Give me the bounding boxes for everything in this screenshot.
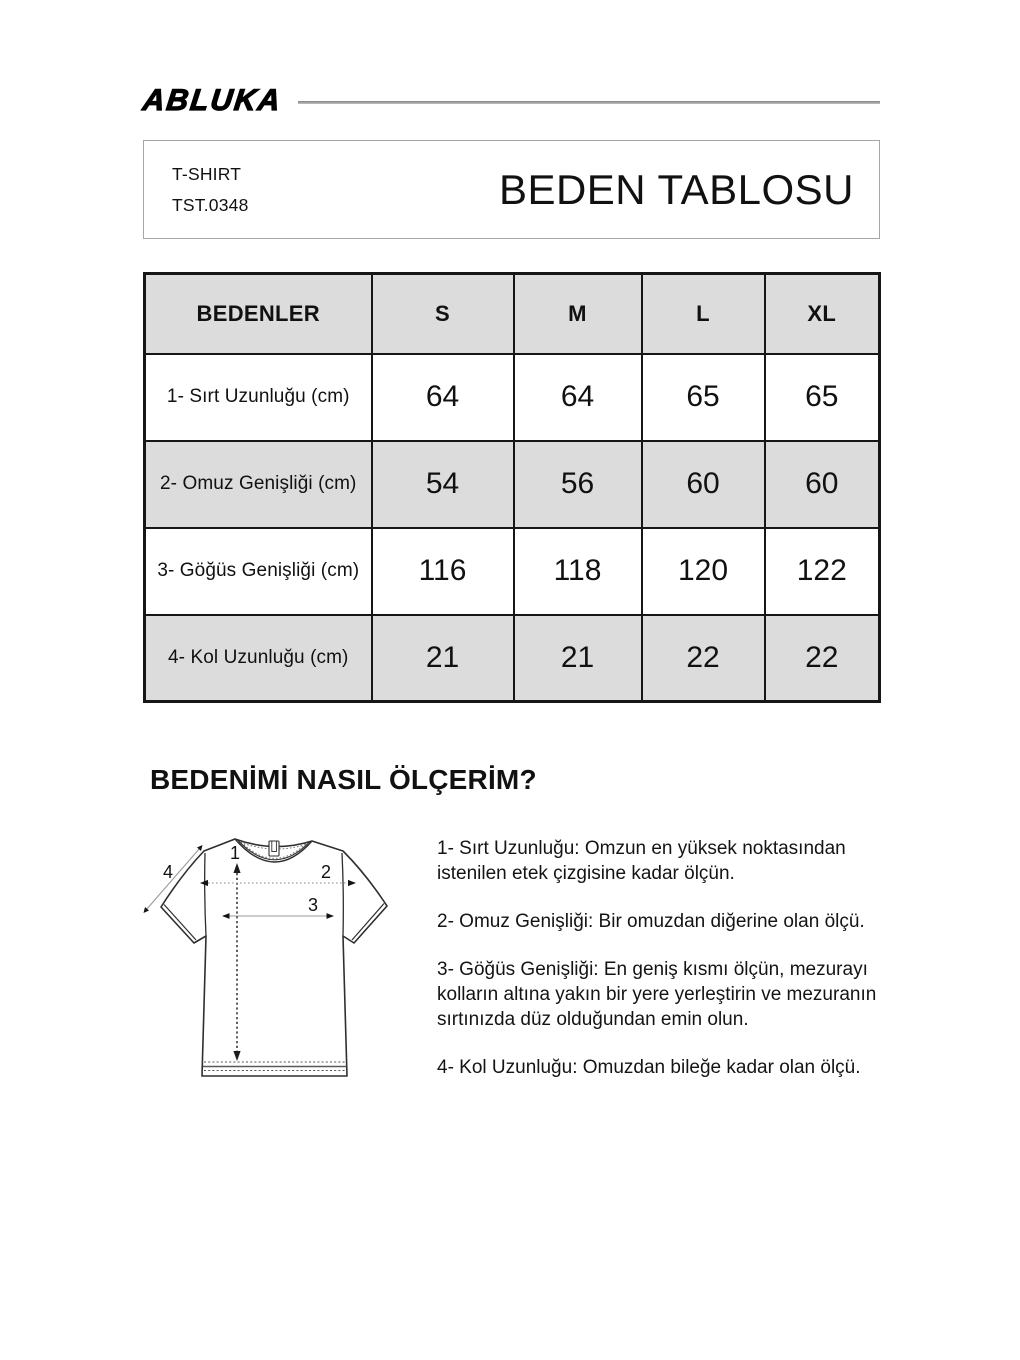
row-label: 2- Omuz Genişliği (cm) (145, 441, 372, 528)
diagram-label-2: 2 (320, 862, 332, 882)
row-label: 1- Sırt Uzunluğu (cm) (145, 354, 372, 441)
product-type: T-SHIRT (172, 163, 242, 184)
product-code: TST.0348 (172, 194, 249, 215)
cell-value: 54 (372, 441, 514, 528)
table-row-chest-width (145, 528, 880, 615)
cell-value: 60 (765, 441, 880, 528)
table-row-sleeve-length (145, 615, 880, 702)
neck-tag (269, 841, 279, 856)
instruction-chest-width: 3- Göğüs Genişliği: En geniş kısmı ölçün, mezurayı kolların altına yakın bir yere yerleştirin ve mezuranın sırtınızda düz olduğundan emin olun. (437, 959, 877, 1030)
instruction-sleeve-length: 4- Kol Uzunluğu: Omuzdan bileğe kadar olan ölçü. (437, 1057, 861, 1078)
cell-value: 120 (642, 528, 765, 615)
brand-logo: ABLUKA (141, 84, 284, 117)
cell-value: 64 (372, 354, 514, 441)
diagram-label-4: 4 (162, 862, 174, 882)
diagram-label-1: 1 (229, 843, 241, 863)
measurement-instructions (437, 836, 907, 1103)
diagram-label-3: 3 (307, 895, 319, 915)
cell-value: 118 (514, 528, 642, 615)
cell-value: 64 (514, 354, 642, 441)
product-info (172, 164, 249, 216)
section-heading: BEDENİMİ NASIL ÖLÇERİM? (150, 764, 537, 795)
column-header-bedenler: BEDENLER (145, 274, 372, 354)
row-label: 4- Kol Uzunluğu (cm) (145, 615, 372, 702)
tshirt-diagram (140, 830, 432, 1106)
column-header-m: M (514, 274, 642, 354)
tshirt-outline (161, 839, 387, 1076)
table-row-shoulder-width (145, 441, 880, 528)
cell-value: 22 (642, 615, 765, 702)
cell-value: 122 (765, 528, 880, 615)
cell-value: 116 (372, 528, 514, 615)
size-table-header-row (145, 274, 880, 354)
column-header-s: S (372, 274, 514, 354)
instruction-back-length: 1- Sırt Uzunluğu: Omzun en yüksek noktasından istenilen etek çizgisine kadar ölçün. (437, 838, 846, 884)
cell-value: 21 (372, 615, 514, 702)
cell-value: 56 (514, 441, 642, 528)
cell-value: 22 (765, 615, 880, 702)
row-label: 3- Göğüs Genişliği (cm) (145, 528, 372, 615)
page-title: BEDEN TABLOSU (498, 165, 854, 213)
column-header-xl: XL (765, 274, 880, 354)
cell-value: 65 (642, 354, 765, 441)
cell-value: 65 (765, 354, 880, 441)
size-table (143, 272, 881, 703)
column-header-l: L (642, 274, 765, 354)
brand-divider-line (298, 101, 880, 104)
cell-value: 60 (642, 441, 765, 528)
header-box (143, 140, 880, 239)
instruction-shoulder-width: 2- Omuz Genişliği: Bir omuzdan diğerine olan ölçü. (437, 911, 865, 932)
table-row-back-length (145, 354, 880, 441)
cell-value: 21 (514, 615, 642, 702)
brand-row (143, 84, 880, 118)
